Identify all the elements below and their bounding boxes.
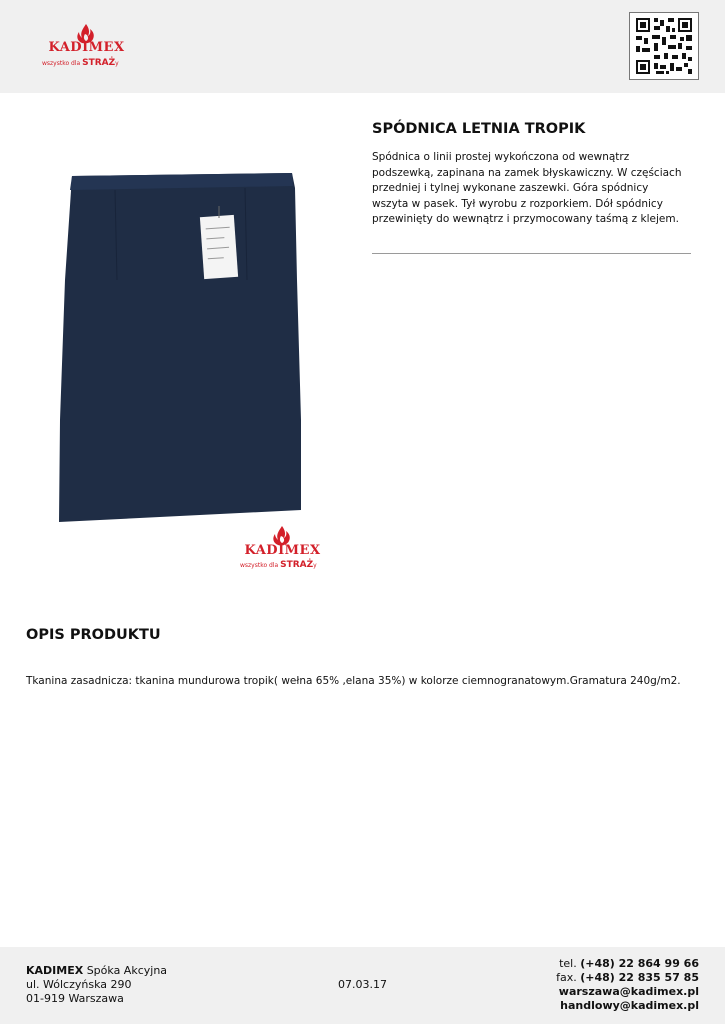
company-name: KADIMEX <box>26 964 84 977</box>
product-image-skirt <box>55 160 315 530</box>
product-image-logo <box>220 524 345 572</box>
company-address <box>26 964 167 1006</box>
address-city: 01-919 Warszawa <box>26 992 124 1005</box>
section-divider <box>372 253 691 254</box>
document-date: 07.03.17 <box>338 978 387 991</box>
contact-info <box>556 957 699 1013</box>
company-line <box>26 964 167 978</box>
address-street: ul. Wólczyńska 290 <box>26 978 132 991</box>
phone-number: (+48) 22 864 99 66 <box>580 957 699 970</box>
image-logo-brand: KADIMEX <box>244 543 321 558</box>
logo-tagline: wszystko dla STRAŻy <box>42 58 119 68</box>
email-handlowy[interactable]: handlowy@kadimex.pl <box>560 999 699 1012</box>
fax-line: fax. (+48) 22 835 57 85 <box>556 971 699 984</box>
email-warszawa[interactable]: warszawa@kadimex.pl <box>558 985 699 998</box>
product-title: SPÓDNICA LETNIA TROPIK <box>372 121 586 137</box>
page-footer <box>0 947 725 1024</box>
page-header <box>0 0 725 93</box>
logo-brand: KADIMEX <box>48 40 125 55</box>
company-suffix: Spóka Akcyjna <box>83 964 168 977</box>
kadimex-logo <box>24 20 149 72</box>
product-description: Spódnica o linii prostej wykończona od wewnątrz podszewką, zapinana na zamek błyskawiczny. W częściach przedniej i tylnej wykonane zaszewki. Góra spódnicy wszyta w pasek. Tył wyrobu z rozporkiem. Dół spódnicy przewinięty do wewnątrz i przymocowany taśmą z klejem. <box>372 151 682 225</box>
section-body: Tkanina zasadnicza: tkanina mundurowa tropik( wełna 65% ,elana 35%) w kolorze ciemnogranatowym.Gramatura 240g/m2. <box>26 675 681 687</box>
phone-line: tel. (+48) 22 864 99 66 <box>559 957 699 970</box>
section-heading: OPIS PRODUKTU <box>26 627 161 643</box>
image-logo-tagline: wszystko dla STRAŻy <box>240 560 317 570</box>
fax-number: (+48) 22 835 57 85 <box>580 971 699 984</box>
qr-code-icon <box>629 12 699 80</box>
